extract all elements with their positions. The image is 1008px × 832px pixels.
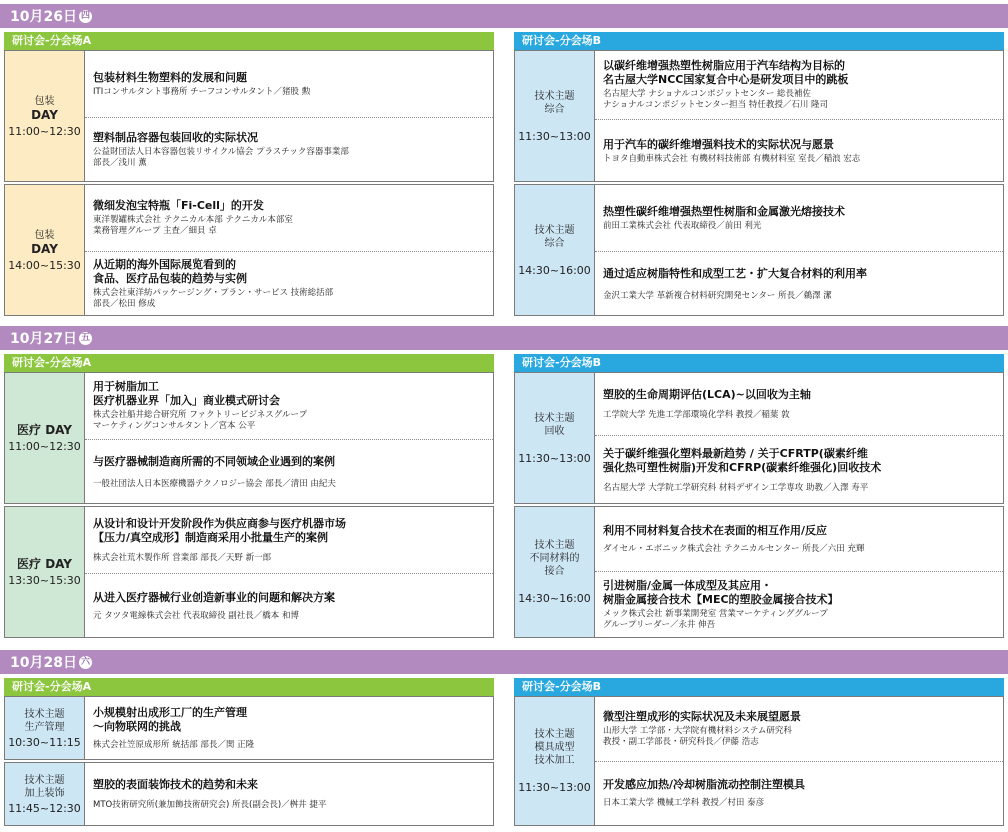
- session-speaker: 金沢工業大学 革新複合材料研究開発センター 所長／鵜澤 潔: [603, 290, 832, 301]
- session-title: 从近期的海外国际展览看到的: [93, 258, 236, 271]
- block-label: [515, 51, 595, 181]
- session-block: [514, 184, 1004, 316]
- label-topic: 技术主题: [24, 774, 65, 786]
- session-speaker: トヨタ自動車株式会社 有機材料技術部 有機材料室 室長／稲浪 宏志: [603, 153, 861, 164]
- label-topic: 生产管理: [24, 721, 65, 733]
- session-speaker: メック株式会社 新事業開発室 営業マーケティンググループ: [603, 609, 828, 619]
- session-block: [4, 50, 494, 182]
- block-label: [5, 373, 85, 503]
- session-title: 树脂金属接合技术【MEC的塑胶金属接合技术】: [603, 593, 839, 606]
- label-time: 11:30~13:00: [518, 781, 591, 794]
- day-date: 10月26日: [10, 9, 77, 25]
- block-label: [5, 51, 85, 181]
- label-time: 11:30~13:00: [518, 129, 591, 143]
- session-speaker: 日本工業大学 機械工学科 教授／村田 泰彦: [603, 798, 765, 808]
- label-topic: 技术加工: [534, 755, 575, 766]
- session-speaker: マーケティングコンサルタント／宮本 公平: [93, 421, 256, 431]
- label-time: 11:00~12:30: [8, 124, 81, 138]
- session: [595, 762, 1003, 825]
- session-speaker: 一般社団法人日本医療機器テクノロジー協会 部長／清田 由紀夫: [93, 478, 336, 489]
- session: [595, 436, 1003, 504]
- session-title: 名古屋大学NCC国家复合中心是研发项目中的跳板: [603, 73, 849, 86]
- block-label: [5, 185, 85, 315]
- label-day: DAY: [31, 107, 58, 122]
- label-topic: 接合: [544, 566, 565, 577]
- session: [85, 763, 493, 825]
- block-label: [5, 763, 85, 825]
- session-title: 包装材料生物塑料的发展和问题: [93, 70, 247, 84]
- session-block: [514, 372, 1004, 504]
- label-topic: 综合: [544, 237, 565, 249]
- section-b-header: 研讨会-分会场B: [514, 354, 1004, 372]
- session-title: 以碳纤维增强热塑性树脂应用于汽车结构为目标的: [603, 59, 845, 72]
- session: [85, 118, 493, 182]
- session-title: 微细发泡宝特瓶「Fi-Cell」的开发: [93, 199, 264, 212]
- block-label: [515, 185, 595, 315]
- label-topic: 技术主题: [534, 729, 575, 740]
- session: [85, 185, 493, 251]
- session-block: [514, 50, 1004, 182]
- session-speaker: 株式会社笠原成形所 統括部 部長／関 正隆: [93, 739, 255, 750]
- session-speaker: 部長／松田 修成: [93, 299, 156, 309]
- weekday-badge: 六: [80, 656, 90, 667]
- session-title: 塑料制品容器包装回收的实际状况: [93, 131, 258, 144]
- session-block: [4, 506, 494, 638]
- session: [595, 697, 1003, 761]
- session-block: [4, 184, 494, 316]
- label-topic: 不同材料的: [529, 553, 580, 564]
- session: [595, 507, 1003, 571]
- block-label: [5, 697, 85, 759]
- session-title: 食品、医疗品包装的趋势与实例: [93, 272, 247, 285]
- day-date: 10月27日: [10, 331, 77, 347]
- section-a-header: 研讨会-分会场A: [4, 354, 494, 372]
- session: [595, 51, 1003, 119]
- label-day: DAY: [31, 241, 58, 256]
- session-speaker: 株式会社荒木製作所 営業部 部長／天野 新一郎: [93, 552, 272, 563]
- session: [85, 51, 493, 117]
- session-title: 引进树脂/金属一体成型及其应用・: [603, 579, 773, 592]
- session-speaker: 名古屋大学 大学院工学研究科 材料デザイン工学専攻 助教／入澤 寿平: [603, 482, 869, 493]
- label-day: 医疗 DAY: [17, 423, 72, 437]
- weekday-badge: 四: [80, 10, 90, 21]
- session-title: 小规模射出成形工厂的生产管理: [93, 705, 247, 719]
- session-speaker: グループリーダー／永井 伸吾: [603, 620, 716, 630]
- label-topic: 综合: [544, 103, 565, 115]
- label-time: 14:30~16:00: [518, 263, 591, 277]
- session-title: 通过适应树脂特性和成型工艺・扩大复合材料的利用率: [603, 266, 867, 280]
- session-speaker: 前田工業株式会社 代表取締役／前田 利光: [603, 220, 762, 231]
- session: [85, 252, 493, 316]
- label-topic: 技术主题: [534, 540, 575, 551]
- session: [595, 120, 1003, 182]
- session-speaker: ダイセル・エボニック株式会社 テクニカルセンター 所長／六田 充輝: [603, 543, 865, 554]
- session-title: 强化热可塑性树脂)开发和CFRP(碳素纤维强化)回收技术: [603, 460, 882, 474]
- session-speaker: 業務管理グループ 主査／細貝 卓: [93, 226, 217, 236]
- session-block: [4, 762, 494, 826]
- session-title: 从设计和设计开发阶段作为供应商参与医疗机器市场: [93, 516, 346, 530]
- section-b-header: 研讨会-分会场B: [514, 678, 1004, 696]
- session-title: 与医疗器械制造商所需的不同领域企业遇到的案例: [93, 454, 335, 468]
- weekday-badge: 五: [80, 332, 90, 343]
- session: [595, 572, 1003, 638]
- section-b-header: 研讨会-分会场B: [514, 32, 1004, 50]
- section-a-header: 研讨会-分会场A: [4, 678, 494, 696]
- session-speaker: 名古屋大学 ナショナルコンポジットセンター 総長補佐: [603, 89, 812, 99]
- session-title: 塑胶的表面装饰技术的趋势和未来: [93, 777, 258, 791]
- session-speaker: 部長／浅川 薫: [93, 158, 147, 168]
- session-title: 用于树脂加工: [93, 380, 159, 393]
- session: [85, 373, 493, 439]
- label-topic: 技术主题: [24, 708, 65, 720]
- day-header: [0, 4, 1008, 28]
- label-topic: 包装: [34, 229, 55, 241]
- session-block: [514, 506, 1004, 638]
- session: [595, 185, 1003, 251]
- session-title: 用于汽车的碳纤维增强料技术的实际状况与愿景: [603, 137, 834, 151]
- session-block: [4, 372, 494, 504]
- block-label: [515, 507, 595, 637]
- session-title: 利用不同材料复合技术在表面的相互作用/反应: [603, 523, 828, 537]
- session-speaker: 公益財団法人日本容器包装リサイクル協会 プラスチック容器事業部: [93, 147, 349, 157]
- label-time: 11:00~12:30: [8, 440, 81, 453]
- session-speaker: 株式会社船井総合研究所 ファクトリービジネスグループ: [93, 410, 308, 420]
- session-speaker: ナショナルコンポジットセンター担当 特任教授／石川 隆司: [603, 100, 829, 110]
- session-speaker: 教授・副工学部長・研究科長／伊藤 浩志: [603, 737, 759, 747]
- label-topic: 技术主题: [534, 224, 575, 236]
- day-date: 10月28日: [10, 655, 77, 671]
- label-topic: 包装: [34, 95, 55, 107]
- session: [595, 252, 1003, 316]
- label-topic: 技术主题: [534, 412, 575, 424]
- session-title: 从进入医疗器械行业创造新事业的问题和解决方案: [93, 590, 335, 604]
- label-time: 13:30~15:30: [8, 574, 81, 587]
- label-topic: 模具成型: [534, 742, 575, 753]
- section-a-header: 研讨会-分会场A: [4, 32, 494, 50]
- session-title: 开发感应加热/冷却树脂流动控制注塑模具: [603, 778, 806, 791]
- session-title: 热塑性碳纤维增强热塑性树脂和金属激光熔接技术: [603, 204, 845, 218]
- session-title: 微型注塑成形的实际状况及未来展望愿景: [603, 710, 801, 723]
- session-title: 塑胶的生命周期评估(LCA)~以回收为主轴: [603, 387, 811, 401]
- session-title: 【压力/真空成形】制造商采用小批量生产的案例: [93, 530, 329, 544]
- session-speaker: 東洋製罐株式会社 テクニカル本部 テクニカル本部室: [93, 215, 293, 225]
- label-time: 10:30~11:15: [8, 735, 81, 749]
- session: [85, 440, 493, 504]
- day-header: [0, 650, 1008, 674]
- session-block: [514, 696, 1004, 826]
- session-speaker: ITIコンサルタント事務所 チーフコンサルタント／猪股 勲: [93, 86, 311, 97]
- session-speaker: MTO技術研究所(兼加飾技術研究会) 所長(副会長)／桝井 捷平: [93, 799, 327, 810]
- session: [85, 697, 493, 759]
- label-topic: 回收: [544, 425, 565, 437]
- label-topic: 技术主题: [534, 90, 575, 102]
- session: [595, 373, 1003, 435]
- session: [85, 574, 493, 638]
- day-header: [0, 326, 1008, 350]
- label-day: 医疗 DAY: [17, 557, 72, 571]
- label-time: 14:30~16:00: [518, 592, 591, 605]
- session-block: [4, 696, 494, 760]
- label-time: 11:45~12:30: [8, 801, 81, 815]
- label-time: 11:30~13:00: [518, 451, 591, 465]
- session-speaker: 株式会社東洋紡パッケージング・プラン・サービス 技術総括部: [93, 288, 334, 298]
- block-label: [515, 697, 595, 825]
- block-label: [5, 507, 85, 637]
- session-title: ～向物联网的挑战: [93, 719, 181, 733]
- session-speaker: 元 タツタ電線株式会社 代表取締役 副社長／橋本 和博: [93, 610, 299, 621]
- label-time: 14:00~15:30: [8, 258, 81, 272]
- session-speaker: 工学院大学 先進工学部環境化学科 教授／稲葉 敦: [603, 409, 790, 420]
- block-label: [515, 373, 595, 503]
- session: [85, 507, 493, 573]
- session-speaker: 山形大学 工学部・大学院有機材料システム研究科: [603, 726, 792, 736]
- label-topic: 加上装饰: [24, 787, 65, 799]
- session-title: 关于碳纤维强化塑料最新趋势 / 关于CFRTP(碳素纤维: [603, 446, 868, 460]
- session-title: 医疗机器业界「加入」商业模式研讨会: [93, 394, 280, 407]
